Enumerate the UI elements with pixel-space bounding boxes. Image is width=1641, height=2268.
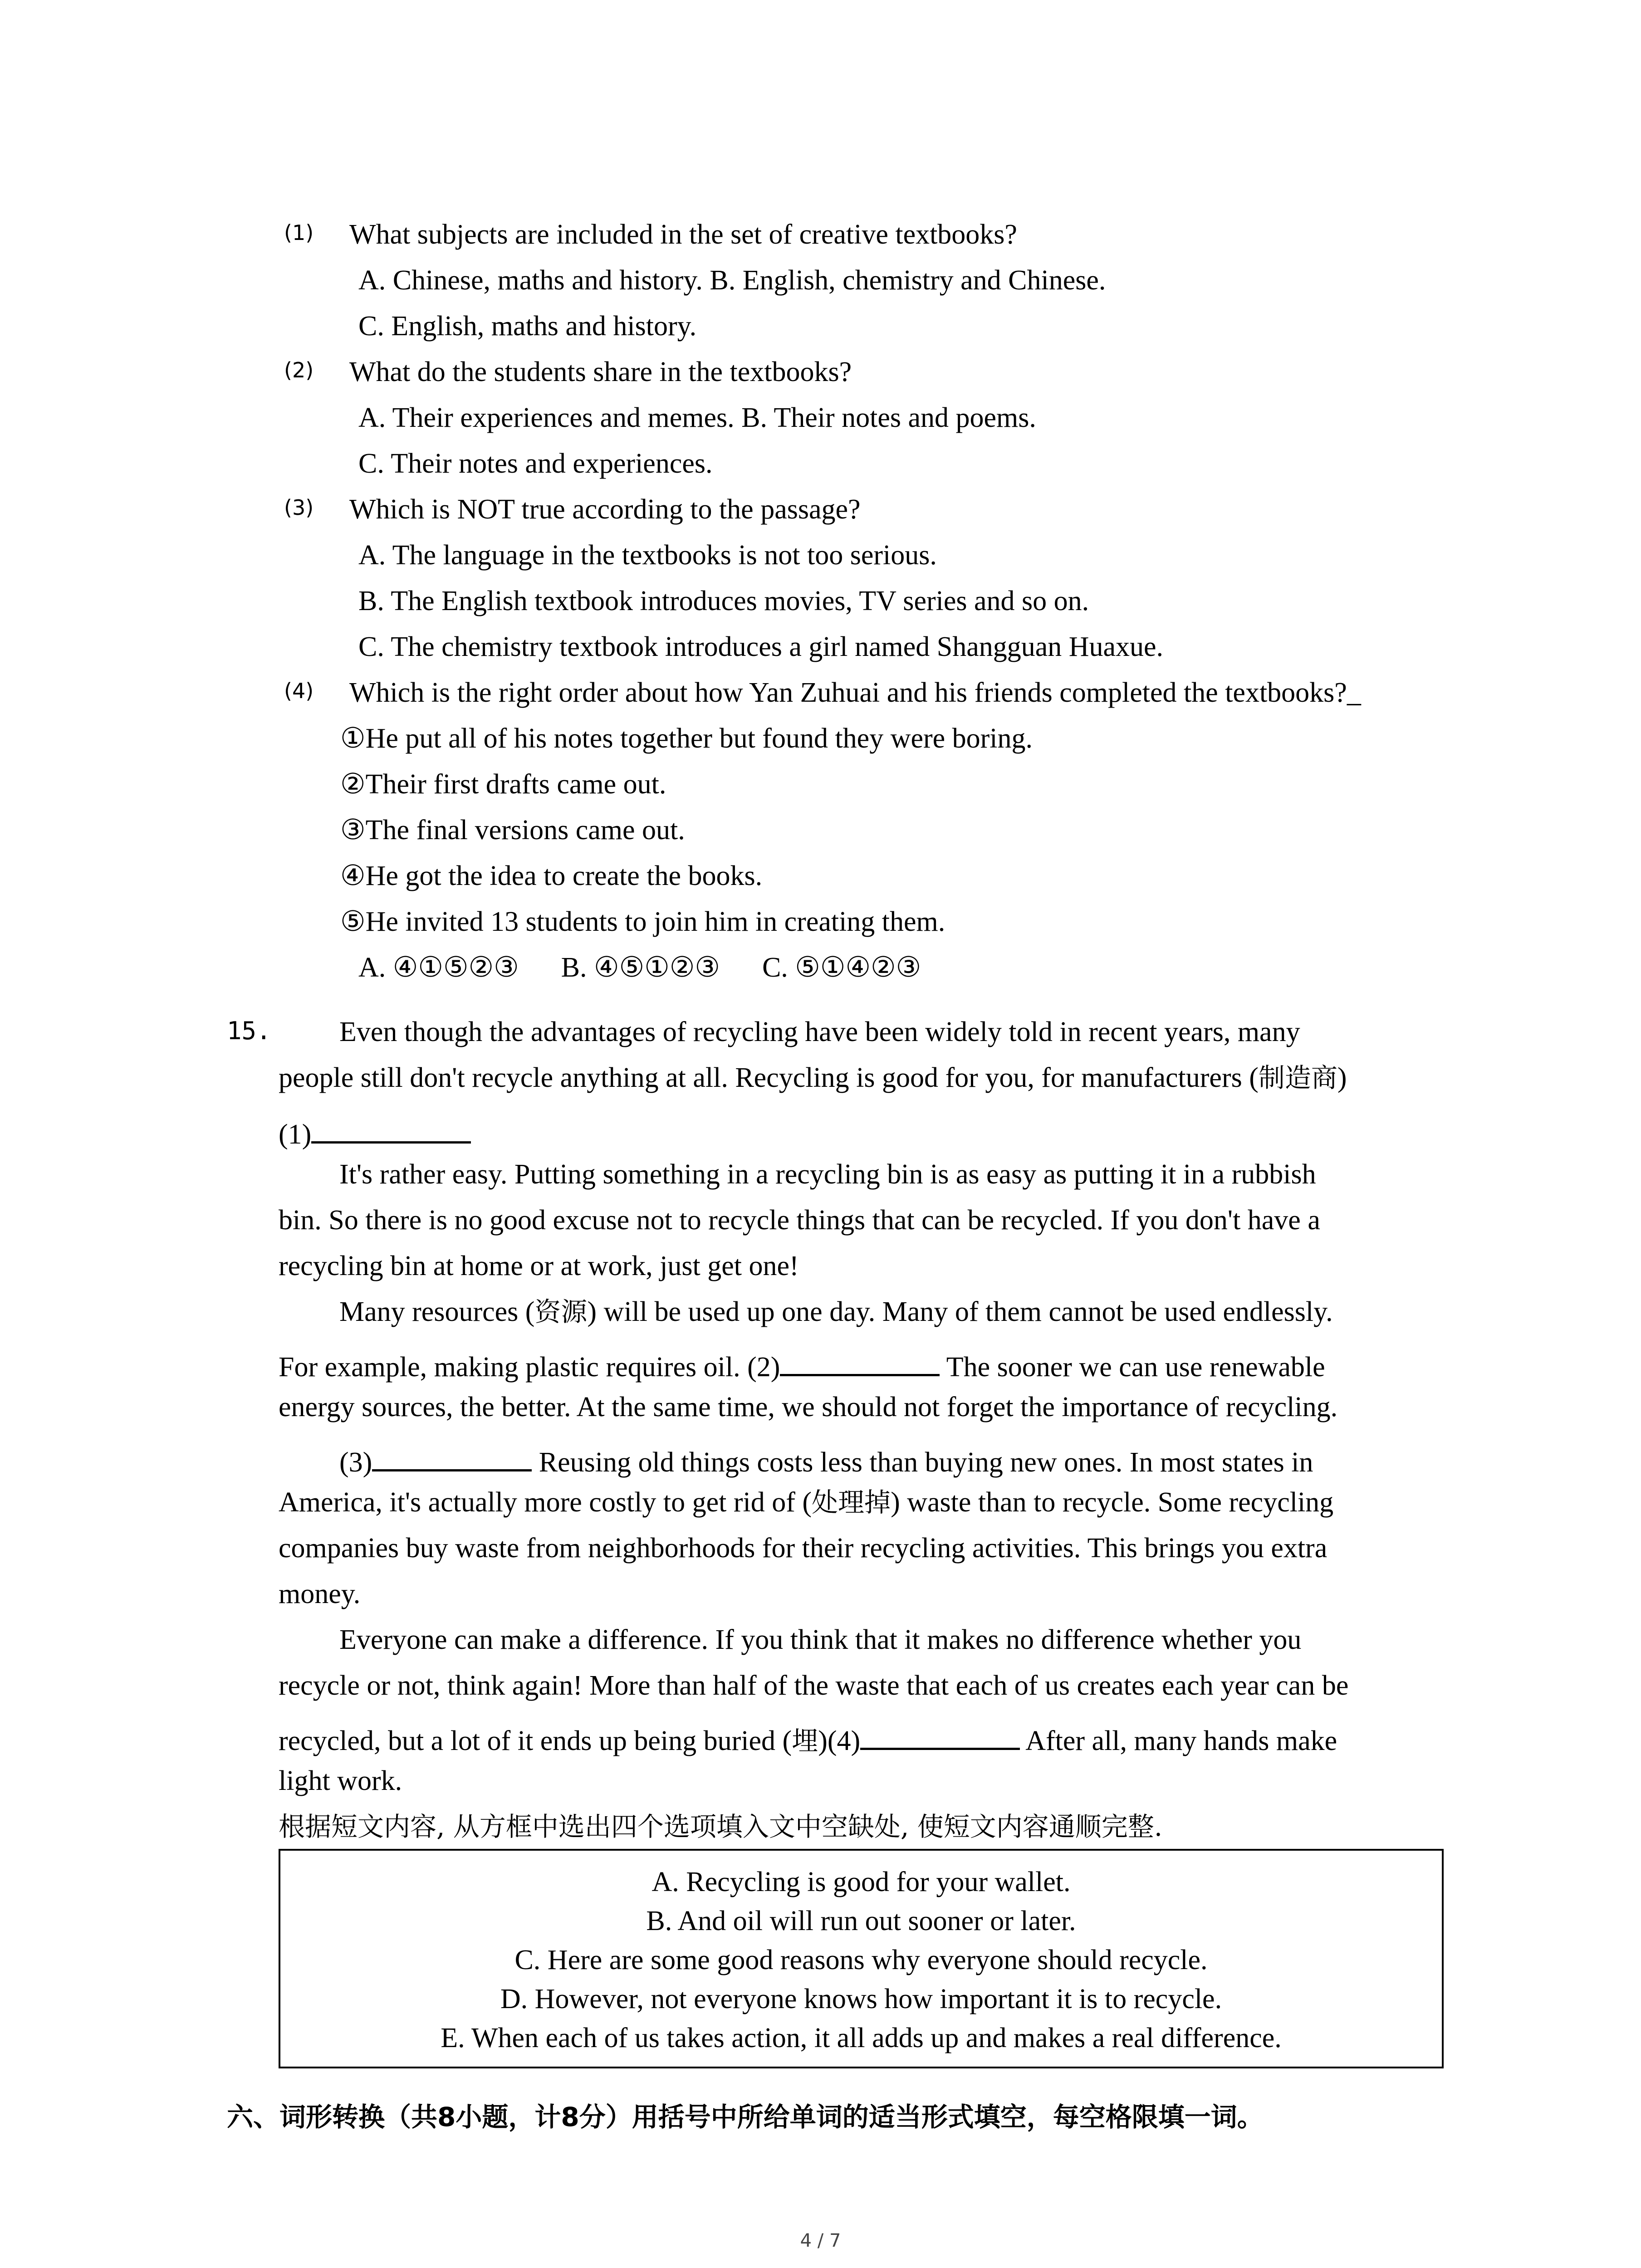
passage-line: people still don't recycle anything at all. Recycling is good for you, for manufacturers (制造商) [279,1062,1347,1093]
passage-line: Many resources (资源) will be used up one day. Many of them cannot be used endlessly. [339,1296,1333,1327]
passage-line: America, it's actually more costly to get rid of (处理掉) waste than to recycle. Some recycling [279,1487,1334,1518]
answer-blank-3[interactable] [372,1442,532,1471]
answer-options: A. ④①⑤②③ B. ④⑤①②③ C. ⑤①④②③ [358,952,921,983]
passage-line: It's rather easy. Putting something in a recycling bin is as easy as putting it in a rubbish [339,1159,1316,1190]
answer-options: C. The chemistry textbook introduces a girl named Shangguan Huaxue. [358,631,1164,662]
answer-options: C. Their notes and experiences. [358,448,713,479]
section-heading: 六、词形转换（共8小题，计8分）用括号中所给单词的适当形式填空，每空格限填一词。 [227,2102,1264,2132]
option-item: E. When each of us takes action, it all adds up and makes a real difference. [441,2023,1282,2053]
question-stem: Which is the right order about how Yan Zuhuai and his friends completed the textbooks?_ [349,677,1361,708]
page-number: 4 / 7 [800,2230,841,2251]
question-number: 15. [227,1017,271,1045]
step-item: ⑤He invited 13 students to join him in creating them. [340,906,945,937]
step-item: ③The final versions came out. [340,815,685,846]
step-item: ②Their first drafts came out. [340,769,666,800]
passage-line: companies buy waste from neighborhoods for their recycling activities. This brings you extra [279,1533,1327,1564]
question-stem: Which is NOT true according to the passage? [349,494,861,525]
instruction-text: 根据短文内容, 从方框中选出四个选项填入文中空缺处, 使短文内容通顺完整. [279,1811,1163,1842]
step-item: ①He put all of his notes together but found they were boring. [340,723,1033,754]
passage-line: (3) Reusing old things costs less than buying new ones. In most states in [339,1442,1313,1476]
chinese-gloss: 资源 [534,1296,588,1327]
passage-line: bin. So there is no good excuse not to recycle things that can be recycled. If you don't have a [279,1205,1320,1236]
passage-line: money. [279,1579,361,1609]
passage-line: For example, making plastic requires oil. (2) The sooner we can use renewable [279,1347,1325,1381]
question-stem: What do the students share in the textbooks? [349,357,852,387]
passage-line: energy sources, the better. At the same time, we should not forget the importance of recycling. [279,1392,1338,1422]
answer-options: C. English, maths and history. [358,311,697,342]
question-number: (3) [284,495,314,520]
option-item: C. Here are some good reasons why everyone should recycle. [514,1945,1208,1975]
answer-options: A. Chinese, maths and history. B. English, chemistry and Chinese. [358,265,1106,296]
options-box [279,1849,1444,2068]
chinese-gloss: 制造商 [1258,1062,1337,1093]
answer-blank-4[interactable] [860,1721,1020,1750]
question-number: (1) [284,220,314,245]
answer-options: B. The English textbook introduces movies, TV series and so on. [358,586,1089,616]
question-number: (2) [284,358,314,382]
chinese-gloss: 处理掉 [812,1487,891,1518]
option-item: A. Recycling is good for your wallet. [652,1867,1071,1897]
step-item: ④He got the idea to create the books. [340,860,763,891]
chinese-gloss: 埋 [792,1725,818,1756]
passage-line: Everyone can make a difference. If you think that it makes no difference whether you [339,1624,1302,1655]
answer-blank-2[interactable] [780,1347,940,1376]
passage-line: recycling bin at home or at work, just get one! [279,1251,799,1281]
question-stem: What subjects are included in the set of creative textbooks? [349,219,1017,250]
question-number: (4) [284,679,314,703]
passage-line: light work. [279,1765,402,1796]
option-item: D. However, not everyone knows how important it is to recycle. [500,1984,1222,2014]
answer-options: A. Their experiences and memes. B. Their notes and poems. [358,402,1036,433]
passage-line: Even though the advantages of recycling have been widely told in recent years, many [339,1017,1300,1047]
answer-blank-1[interactable] [311,1114,471,1144]
option-item: B. And oil will run out sooner or later. [646,1906,1076,1936]
answer-options: A. The language in the textbooks is not too serious. [358,540,937,571]
passage-line: recycle or not, think again! More than half of the waste that each of us creates each year can be [279,1670,1349,1701]
passage-line: recycled, but a lot of it ends up being buried (埋)(4) After all, many hands make [279,1721,1337,1755]
passage-line: (1) [279,1114,471,1149]
